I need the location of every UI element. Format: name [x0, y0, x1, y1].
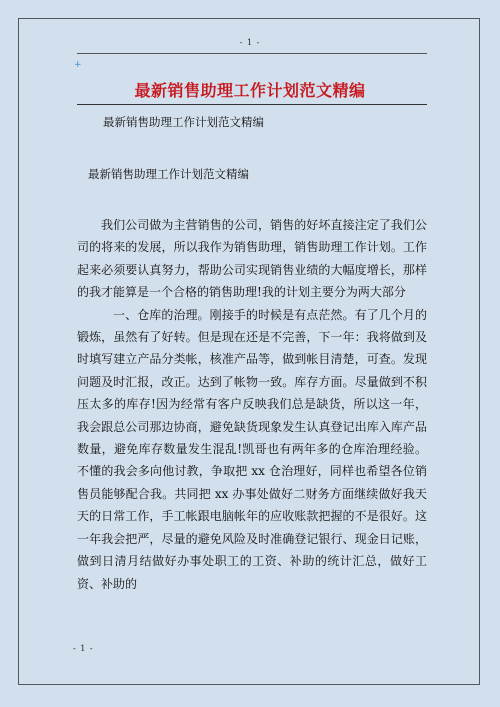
header-rule: [77, 53, 427, 54]
corner-mark-icon: +: [74, 60, 82, 70]
header-page-number: - 1 -: [239, 38, 261, 47]
subtitle-1: 最新销售助理工作计划范文精编: [103, 115, 264, 129]
subtitle-2: 最新销售助理工作计划范文精编: [88, 167, 249, 181]
paragraph-intro: 我们公司做为主营销售的公司，销售的好坏直接注定了我们公司的将来的发展，所以我作为销售助理，销售助理工作计划。工作起来必须要认真努力，帮助公司实现销售业绩的大幅度增长，那样的我才能算是一个合格的销售助理!我的计划主要分为两大部分: [77, 218, 427, 300]
paragraph-warehouse: 一、仓库的治理。刚接手的时候是有点茫然。有了几个月的锻炼，虽然有了好转。但是现在还是不完善，下一年：我将做到及时填写建立产品分类帐，核准产品等，做到帐目清楚，可查。发现问题及时汇报，改正。达到了帐物一致。库存方面。尽量做到不积压太多的库存!因为经常有客户反映我们总是缺货，所以这一年，我会跟总公司那边协商，避免缺货现象发生认真登记出库入库产品数量，避免库存数量发生混乱!凯哥也有两年多的仓库治理经验。不懂的我会多向他讨教，争取把 xx 仓治理好，同样也希望各位销售员能够配合我。共同把 xx 办事处做好二财务方面继续做好我天天的日常工作，手工帐跟电脑帐年的应收账款把握的不是很好。这一年我会把严，尽量的避免风险及时准确登记银行、现金日记账，做到日清月结做好办事处职工的工资、补助的统计汇总，做好工资、补助的: [77, 307, 427, 591]
title-rule: [77, 104, 427, 105]
document-title: 最新销售助理工作计划范文精编: [134, 81, 366, 100]
body-text: [77, 214, 427, 595]
footer-page-number: - 1 -: [73, 644, 94, 653]
